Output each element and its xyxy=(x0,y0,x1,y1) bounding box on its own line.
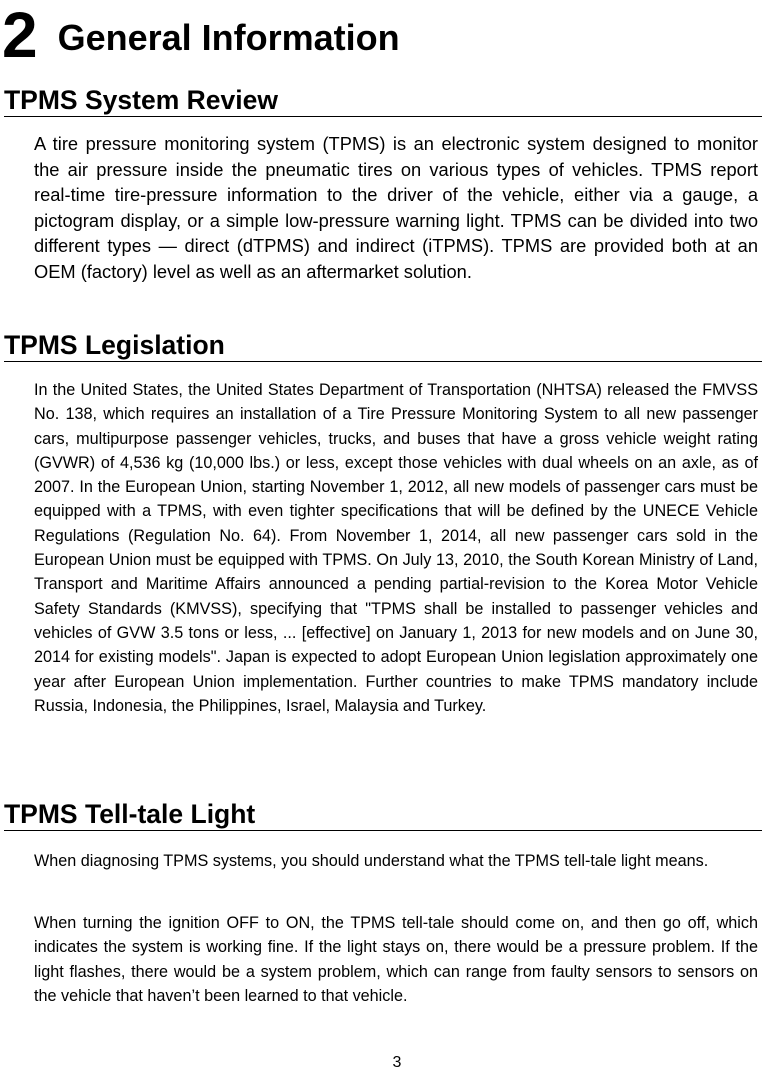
section-heading-system-review: TPMS System Review xyxy=(4,85,762,117)
tell-tale-paragraph-1: When diagnosing TPMS systems, you should understand what the TPMS tell-tale light means. xyxy=(34,852,709,870)
legislation-paragraph: In the United States, the United States Department of Transportation (NHTSA) released the FMVSS No. 138, which requires an installation of a Tire Pressure Monitoring System to all new passenger cars, multipurpose passenger vehicles, trucks, and buses that have a gross vehicle weight rating (GVWR) of 4,536 kg (10,000 lbs.) or less, except those vehicles with dual wheels on an axle, as of 2007. In the European Union, starting November 1, 2012, all new models of passenger cars must be equipped with a TPMS, with even tighter specifications that will be defined by the UNECE Vehicle Regulations (Regulation No. 64). From November 1, 2014, all new passenger cars sold in the European Union must be equipped with TPMS. On July 13, 2010, the South Korean Ministry of Land, Transport and Maritime Affairs announced a pending partial-revision to the Korea Motor Vehicle Safety Standards (KMVSS), specifying that "TPMS shall be installed to passenger vehicles and vehicles of GVW 3.5 tons or less, ... [effective] on January 1, 2013 for new models and on June 30, 2014 for existing models". Japan is expected to adopt European Union legislation approximately one year after European Union implementation. Further countries to make TPMS mandatory include Russia, Indonesia, the Philippines, Israel, Malaysia and Turkey. xyxy=(34,381,758,715)
tell-tale-paragraph-2: When turning the ignition OFF to ON, the TPMS tell-tale should come on, and then go off, which indicates the system is working fine. If the light stays on, there would be a pressure problem. If the light flashes, there would be a system problem, which can range from faulty sensors to sensors on the vehicle that haven’t been learned to that vehicle. xyxy=(34,914,758,1005)
chapter-title: General Information xyxy=(57,17,400,58)
section-heading-tell-tale: TPMS Tell-tale Light xyxy=(4,799,762,831)
page-number: 3 xyxy=(392,1054,402,1071)
section-heading-legislation: TPMS Legislation xyxy=(4,330,762,362)
system-review-paragraph: A tire pressure monitoring system (TPMS) is an electronic system designed to monitor the air pressure inside the pneumatic tires on various types of vehicles. TPMS report real-time tire-pressure information to the driver of the vehicle, either via a gauge, a pictogram display, or a simple low-pressure warning light. TPMS can be divided into two different types — direct (dTPMS) and indirect (iTPMS). TPMS are provided both at an OEM (factory) level as well as an aftermarket solution. xyxy=(34,133,758,282)
chapter-heading xyxy=(2,0,400,70)
chapter-number: 2 xyxy=(2,0,38,71)
